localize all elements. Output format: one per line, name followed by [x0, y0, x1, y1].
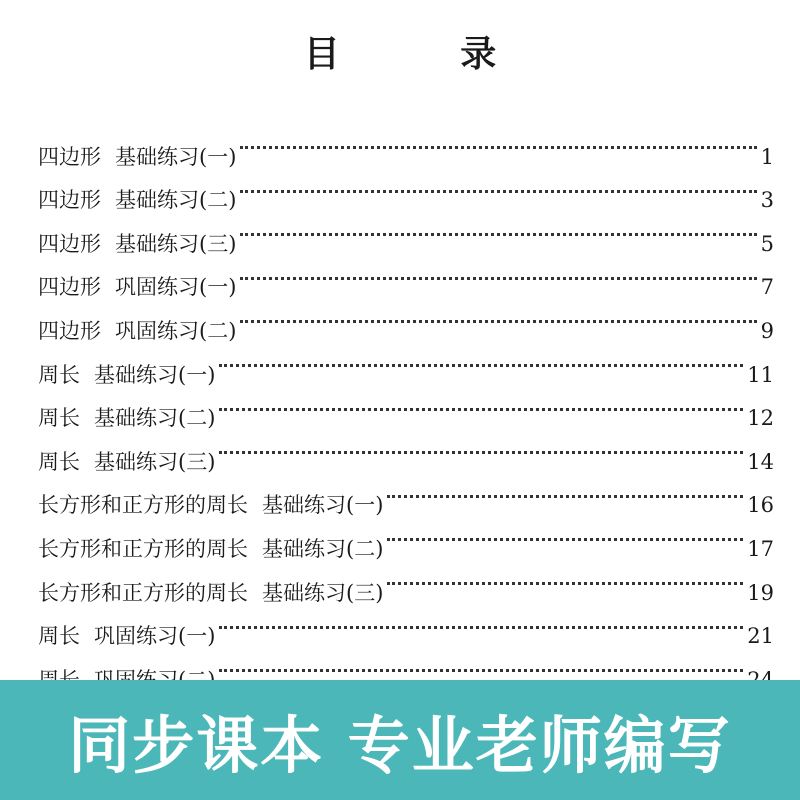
toc-entry-section: 四边形: [38, 318, 101, 343]
dot-leader: [219, 382, 743, 426]
page-title: 目 录: [303, 33, 551, 75]
toc-entry-exercise: 基础练习(一): [115, 144, 237, 169]
dot-leader: [387, 469, 743, 513]
dot-leader: [387, 556, 743, 600]
promo-banner-text: 同步课本 专业老师编写: [68, 708, 732, 782]
toc-entry-section: 四边形: [38, 188, 101, 213]
dot-leader: [219, 600, 743, 644]
dot-leader: [240, 207, 756, 251]
toc-page-number: 3: [760, 188, 774, 213]
toc-page-number: 12: [747, 406, 774, 431]
toc-entry-text: [38, 528, 383, 572]
toc-entry-section: 四边形: [38, 231, 101, 256]
dot-leader: [387, 512, 743, 556]
toc-entry-exercise: 基础练习(三): [115, 231, 237, 256]
dot-leader: [240, 164, 756, 208]
toc-page-number: 14: [747, 449, 774, 474]
toc-entry-section: 周长: [38, 406, 80, 431]
toc-entry-exercise: 基础练习(一): [94, 362, 216, 387]
table-of-contents: [38, 120, 774, 687]
toc-entry-section: 长方形和正方形的周长: [38, 493, 248, 518]
toc-page-number: 11: [747, 362, 774, 387]
toc-entry-text: [38, 223, 236, 267]
toc-entry-exercise: 巩固练习(一): [94, 624, 216, 649]
toc-entry-exercise: 巩固练习(二): [115, 318, 237, 343]
dot-leader: [219, 338, 743, 382]
toc-entry-exercise: 基础练习(二): [94, 406, 216, 431]
dot-leader: [240, 294, 756, 338]
toc-page-number: 1: [760, 144, 774, 169]
toc-page-number: 19: [747, 580, 774, 605]
toc-entry-section: 周长: [38, 624, 80, 649]
toc-entry-section: 四边形: [38, 275, 101, 300]
promo-banner: [0, 680, 800, 800]
toc-entry-text: [38, 310, 236, 354]
toc-entry-exercise: 基础练习(一): [262, 493, 384, 518]
toc-entry-text: [38, 136, 236, 180]
dot-leader: [240, 120, 756, 164]
toc-entry-section: 周长: [38, 449, 80, 474]
toc-entry-exercise: 基础练习(三): [262, 580, 384, 605]
toc-entry-text: [38, 354, 215, 398]
toc-entry-section: 长方形和正方形的周长: [38, 580, 248, 605]
toc-page-number: 7: [760, 275, 774, 300]
toc-entry-exercise: 基础练习(二): [115, 188, 237, 213]
toc-entry-section: 四边形: [38, 144, 101, 169]
toc-entry-section: 长方形和正方形的周长: [38, 536, 248, 561]
toc-entry-text: [38, 615, 215, 659]
toc-entry-text: [38, 179, 236, 223]
toc-page-number: 16: [747, 493, 774, 518]
dot-leader: [219, 425, 743, 469]
toc-page-number: 21: [747, 624, 774, 649]
toc-entry-exercise: 巩固练习(一): [115, 275, 237, 300]
toc-entry-text: [38, 441, 215, 485]
toc-entry-text: [38, 266, 236, 310]
dot-leader: [240, 251, 756, 295]
toc-entry[interactable]: [38, 120, 774, 169]
toc-page-number: 17: [747, 536, 774, 561]
toc-entry-exercise: 基础练习(二): [262, 536, 384, 561]
toc-entry-text: [38, 484, 383, 528]
toc-entry-exercise: 基础练习(三): [94, 449, 216, 474]
toc-entry-section: 周长: [38, 362, 80, 387]
toc-entry-text: [38, 397, 215, 441]
toc-page-number: 9: [760, 318, 774, 343]
toc-page-number: 5: [760, 231, 774, 256]
